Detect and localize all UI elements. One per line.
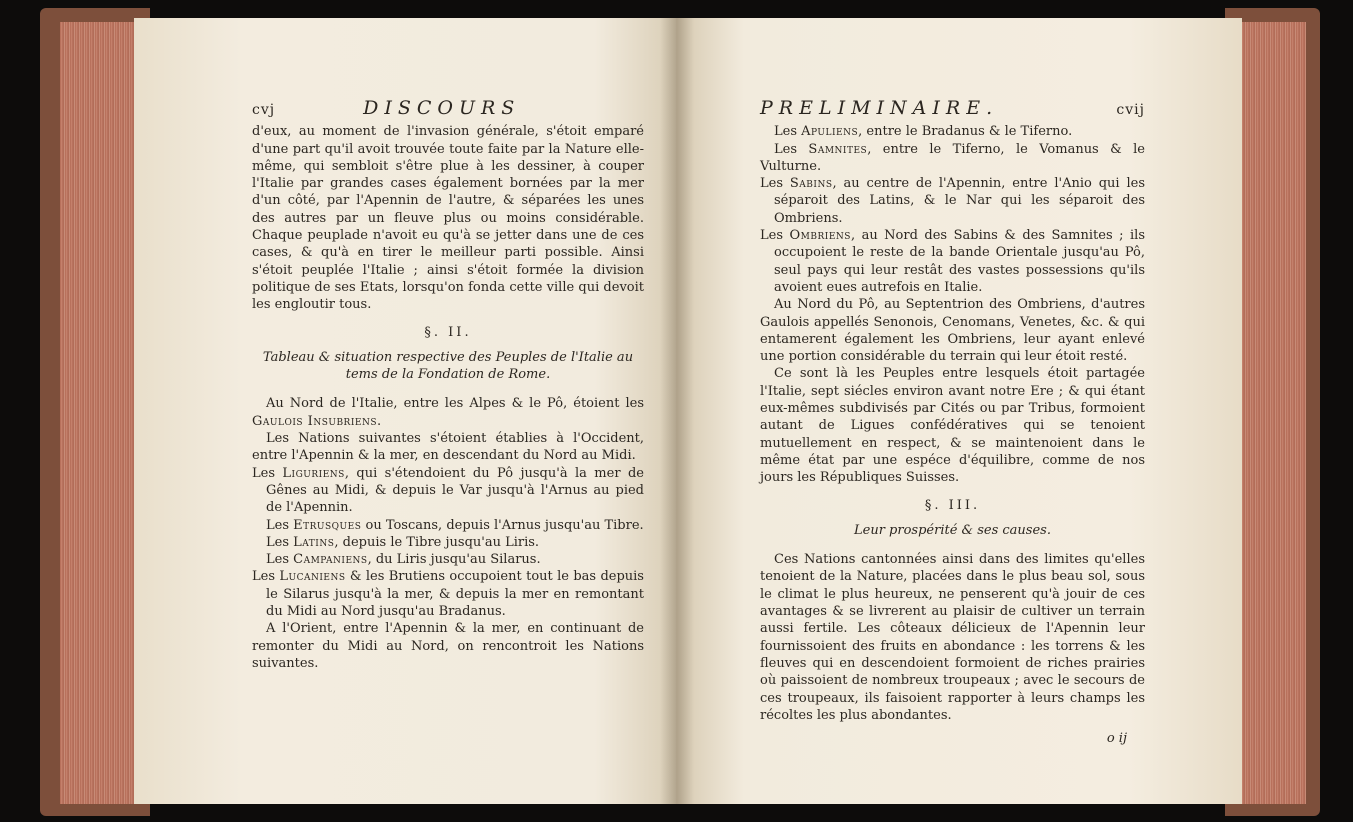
left-item-3: Les Liguriens, qui s'étendoient du Pô jusqu'à la mer de Gênes au Midi, & depuis le Var jusqu'à l'Arnus au pied de l'Apennin. xyxy=(252,465,644,516)
left-item-1: Au Nord de l'Italie, entre les Alpes & le Pô, étoient les Gaulois Insubriens. xyxy=(252,396,644,429)
people-name: Sabins xyxy=(789,176,833,192)
left-page xyxy=(134,18,676,804)
left-item-5: Les Latins, depuis le Tibre jusqu'au Liris. xyxy=(266,534,540,550)
left-running-head: DISCOURS xyxy=(363,97,521,119)
right-item-2: Les Samnites, entre le Tiferno, le Vomanus & le Vulturne. xyxy=(760,141,1145,174)
people-name: Gaulois Insubriens. xyxy=(252,413,382,429)
people-name: Latins xyxy=(293,534,335,550)
right-running-head: PRELIMINAIRE. xyxy=(760,97,999,119)
left-header xyxy=(252,97,644,119)
people-name: Samnites xyxy=(808,141,868,157)
right-paragraph-1: Au Nord du Pô, au Septentrion des Ombriens, d'autres Gaulois appellés Senonois, Cenomans, Venetes, &c. & qui entamerent également les Ombriens, leur ayant enlevé une portion considérable du terrain qui leur étoit resté. xyxy=(760,297,1145,365)
right-item-3: Les Sabins, au centre de l'Apennin, entre l'Anio qui les séparoit des Latins, & le Nar qui les séparoit des Ombriens. xyxy=(760,176,1145,226)
right-paragraph-2: Ce sont là les Peuples entre lesquels étoit partagée l'Italie, sept siécles environ avant notre Ere ; & qui étant eux-mêmes subdivisés par Cités ou par Tribus, formoient autant de Ligues confédératives qui se tenoient mutuellement en respect, & se maintenoient dans le même état par une espéce d'équilibre, comme de nos jours les Républiques Suisses. xyxy=(760,366,1145,486)
left-page-content xyxy=(252,97,644,672)
right-item-4: Les Ombriens, au Nord des Sabins & des Samnites ; ils occupoient le reste de la bande Orientale jusqu'au Pô, seul pays qui leur restât des vastes possessions qu'ils avoient eues autrefois en Italie. xyxy=(760,228,1145,295)
gutter-shadow xyxy=(660,18,694,804)
left-section-title: Tableau & situation respective des Peuples de l'Italie au tems de la Fondation de Rome. xyxy=(262,349,634,383)
people-name: Campaniens xyxy=(293,552,368,568)
people-name: Lucaniens xyxy=(279,569,346,585)
left-item-7: Les Lucaniens & les Brutiens occupoient tout le bas depuis le Silarus jusqu'à la mer, & depuis la mer en remontant du Midi au Nord jusqu'au Bradanus. xyxy=(252,569,644,620)
left-closing-paragraph: A l'Orient, entre l'Apennin & la mer, en continuant de remonter du Midi au Nord, on rencontroit les Nations suivantes. xyxy=(252,621,644,671)
left-item-6: Les Campaniens, du Liris jusqu'au Silarus. xyxy=(266,552,541,568)
left-item-4: Les Etrusques ou Toscans, depuis l'Arnus jusqu'au Tibre. xyxy=(266,517,644,533)
people-name: Liguriens xyxy=(282,465,345,481)
left-page-edges xyxy=(60,22,140,804)
right-section-number: §. III. xyxy=(924,497,981,513)
right-page xyxy=(676,18,1242,804)
left-item-2: Les Nations suivantes s'étoient établies à l'Occident, entre l'Apennin & la mer, en descendant du Nord au Midi. xyxy=(252,431,644,464)
right-page-edges xyxy=(1236,22,1306,804)
left-folio: cvj xyxy=(252,102,276,118)
people-name: Apuliens xyxy=(801,124,859,140)
people-name: Ombriens xyxy=(789,228,851,244)
right-header xyxy=(760,97,1145,119)
right-item-1: Les Apuliens, entre le Bradanus & le Tiferno. xyxy=(774,124,1073,140)
right-folio: cvij xyxy=(1116,102,1145,118)
left-paragraph-1: d'eux, au moment de l'invasion générale, s'étoit emparé d'une part qu'il avoit trouvée toute faite par la Nature elle-même, qui sembloit s'être plue à les dessiner, à couper l'Italie par grandes cases également bornées par la mer d'un côté, par l'Apennin de l'autre, & séparées les unes des autres par un fleuve plus ou moins considérable. Chaque peuplade n'avoit eu qu'à se jetter dans une de ces cases, & qu'à en tirer le meilleur parti possible. Ainsi s'étoit peuplée l'Italie ; ainsi s'étoit formée la division politique de ses Etats, lorsqu'on fonda cette ville qui devoit les engloutir tous. xyxy=(252,124,644,313)
right-final-paragraph: Ces Nations cantonnées ainsi dans des limites qu'elles tenoient de la Nature, placées dans le plus beau sol, sous le climat le plus heureux, ne penserent qu'à jouir de ces avantages & se livrerent au plaisir de cultiver un terrain aussi fertile. Les côteaux délicieux de l'Apennin leur fournissoient des fruits en abondance : les torrens & les fleuves qui en descendoient formoient de riches prairies où paissoient de nombreux troupeaux ; avec le secours de ces troupeaux, ils faisoient rapporter à leurs champs les récoltes les plus abondantes. xyxy=(760,552,1145,723)
left-section-number: §. II. xyxy=(424,324,472,340)
right-page-content xyxy=(760,97,1145,747)
right-section-title: Leur prospérité & ses causes. xyxy=(854,522,1051,538)
signature-mark: o ij xyxy=(1106,731,1127,747)
people-name: Etrusques xyxy=(293,517,362,533)
